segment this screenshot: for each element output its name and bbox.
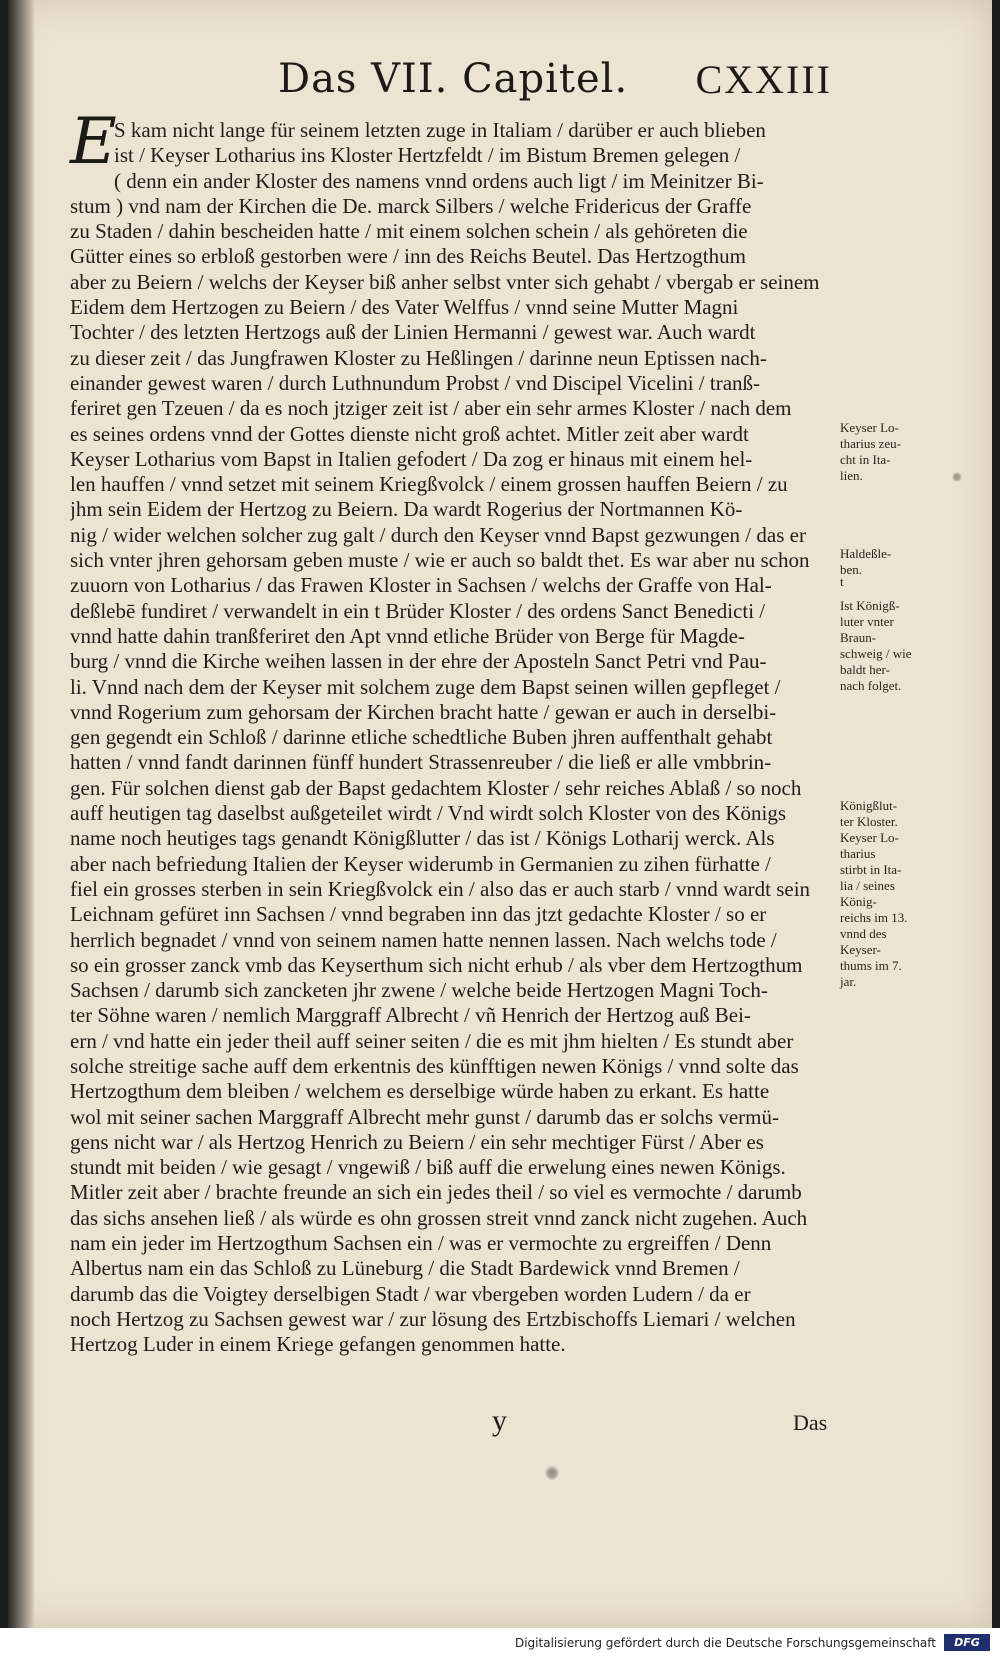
text-line: noch Hertzog zu Sachsen gewest war / zur lösung des Ertzbischoffs Liemari / welchen — [70, 1306, 796, 1331]
signature-mark: y — [492, 1404, 507, 1437]
text-line: ( denn ein ander Kloster des namens vnnd ordens auch ligt / im Meinitzer Bi- — [114, 168, 764, 193]
margin-note-line: baldt her- — [840, 662, 890, 677]
margin-note-line: ben. — [840, 562, 863, 577]
text-line: so ein grosser zanck vmb das Keyserthum sich nicht erhub / als vber dem Hertzogthum — [70, 952, 803, 977]
margin-note-line: Keyser Lo- — [840, 420, 899, 435]
text-line: Gütter eines so erbloß gestorben were / inn des Reichs Beutel. Das Hertzogthum — [70, 244, 746, 269]
text-line: Eidem dem Hertzogen zu Beiern / des Vater Welffus / vnnd seine Mutter Magni — [70, 295, 739, 320]
page-header — [278, 56, 832, 108]
margin-note-line: Braun- — [840, 630, 877, 645]
text-line: Tochter / des letzten Hertzogs auß der Linien Hermanni / gewest war. Auch wardt — [70, 320, 756, 345]
margin-note-line: jar. — [840, 974, 857, 989]
digitization-footer — [0, 1628, 1000, 1657]
text-line: solche streitige sache auff dem erkentnis des künfftigen newen Königs / vnnd solte das — [70, 1053, 799, 1078]
funding-notice: Digitalisierung gefördert durch die Deutsche Forschungsgemeinschaft — [514, 1636, 936, 1650]
folio-number: CXXIII — [695, 57, 832, 102]
catchword: Das — [793, 1410, 828, 1435]
text-line: darumb das die Voigtey derselbigen Stadt / war vbergeben worden Ludern / da er — [70, 1281, 751, 1306]
book-spine-shadow — [8, 0, 34, 1628]
margin-note-line: luter vnter — [840, 614, 894, 629]
margin-note-line: stirbt in Ita- — [840, 862, 902, 877]
margin-note-line: Königßlut- — [840, 798, 898, 813]
margin-note-line: lien. — [840, 468, 863, 483]
margin-note-line: Ist Königß- — [840, 598, 900, 613]
text-line: gen. Für solchen dienst gab der Bapst gedachtem Kloster / sehr reiches Ablaß / so noch — [70, 775, 802, 800]
margin-note-line: Keyser Lo- — [840, 830, 899, 845]
text-line: Albertus nam ein das Schloß zu Lüneburg / die Stadt Bardewick vnnd Bremen / — [70, 1256, 740, 1281]
text-line: S kam nicht lange für seinem letzten zuge in Italiam / darüber er auch blieben — [114, 118, 766, 142]
text-line: deßlebē fundiret / verwandelt in ein t Brüder Kloster / des ordens Sanct Benedicti / — [70, 598, 766, 623]
margin-note-line: t — [840, 574, 844, 589]
text-line: stum ) vnd nam der Kirchen die De. marck Silbers / welche Fridericus der Graffe — [70, 193, 752, 218]
margin-note — [840, 574, 940, 590]
text-line: es seines ordens vnnd der Gottes dienste nicht groß achtet. Mitler zeit aber wardt — [70, 421, 749, 446]
text-line: nam ein jeder im Hertzogthum Sachsen ein / was er vermochte zu ergreiffen / Denn — [70, 1231, 772, 1256]
text-line: Mitler zeit aber / brachte freunde an sich ein jedes theil / so viel es vermochte / darumb — [70, 1180, 802, 1205]
margin-note-line: thums im 7. — [840, 958, 902, 973]
main-text-block — [70, 105, 840, 1358]
text-line: das sichs ansehen ließ / als würde es ohn grossen streit vnnd zanck nicht zugehen. Auch — [70, 1205, 808, 1230]
text-line: gens nicht war / als Hertzog Henrich zu Beiern / ein sehr mechtiger Fürst / Aber es — [70, 1129, 764, 1154]
margin-note-line: schweig / wie — [840, 646, 912, 661]
decorated-initial: E — [70, 105, 117, 179]
text-line: jhm sein Eidem der Hertzog zu Beiern. Da wardt Rogerius der Nortmannen Kö- — [70, 497, 743, 522]
text-line: Sachsen / darumb sich zancketen jhr zwene / welche beide Hertzogen Magni Toch- — [70, 978, 768, 1003]
text-line: Hertzog Luder in einem Kriege gefangen genommen hatte. — [70, 1332, 566, 1357]
text-line: zu Staden / dahin bescheiden hatte / mit einem solchen schein / als gehöreten die — [70, 219, 748, 244]
text-line: herrlich begnadet / vnnd von seinem namen hatte nennen lassen. Nach welchs tode / — [70, 927, 777, 952]
margin-note-line: vnnd des — [840, 926, 887, 941]
margin-note — [840, 598, 940, 694]
text-line: li. Vnnd nach dem der Keyser mit solchem zuge dem Bapst seinen willen gepfleget / — [70, 674, 781, 699]
text-line: burg / vnnd die Kirche weihen lassen in der ehre der Aposteln Sanct Petri vnd Pau- — [70, 649, 767, 674]
chapter-title: Das VII. Capitel. — [278, 56, 629, 102]
text-line: aber nach befriedung Italien der Keyser widerumb in Germanien zu zihen fürhatte / — [70, 851, 771, 876]
dfg-logo: DFG — [944, 1634, 990, 1651]
margin-note-line: lia / seines — [840, 878, 895, 893]
margin-note-line: cht in Ita- — [840, 452, 891, 467]
margin-note-line: Keyser- — [840, 942, 881, 957]
ornament-dot — [545, 1466, 559, 1480]
text-line: ist / Keyser Lotharius ins Kloster Hertzfeldt / im Bistum Bremen gelegen / — [114, 143, 741, 168]
text-line: ern / vnd hatte ein jeder theil auff seiner seiten / die es mit jhm hielten / Es stundt aber — [70, 1028, 794, 1053]
text-line: name noch heutiges tags genandt Königßlutter / das ist / Königs Lotharij werck. Als — [70, 826, 775, 851]
margin-note-line: ter Kloster. — [840, 814, 898, 829]
text-line: wol mit seiner sachen Marggraff Albrecht mehr gunst / darumb das er solchs vermü- — [70, 1104, 779, 1129]
text-line: gen gegendt ein Schloß / darinne etliche schedtliche Buben jhren auffenthalt gehabt — [70, 725, 773, 750]
text-line: Keyser Lotharius vom Bapst in Italien gefodert / Da zog er hinaus mit einem hel- — [70, 446, 753, 471]
text-line: aber zu Beiern / welchs der Keyser biß anher selbst vnter sich gehabt / vbergab er seinem — [70, 269, 820, 294]
margin-note — [840, 420, 940, 484]
margin-note-line: nach folget. — [840, 678, 902, 693]
text-line: stundt mit beiden / wie gesagt / vngewiß / biß auff die erwelung eines newen Königs. — [70, 1155, 786, 1180]
margin-note-line: tharius — [840, 846, 876, 861]
text-line: zu dieser zeit / das Jungfrawen Kloster zu Heßlingen / darinne neun Eptissen nach- — [70, 345, 767, 370]
paper-hole — [952, 472, 962, 482]
text-line: vnnd hatte dahin tranßferiret den Apt vnnd etliche Brüder von Berge für Magde- — [70, 623, 745, 648]
text-line: fiel ein grosses sterben in sein Kriegßvolck ein / also das er auch starb / vnnd wardt sein — [70, 876, 811, 901]
text-line: einander gewest waren / durch Luthnundum Probst / vnd Discipel Vicelini / tranß- — [70, 370, 761, 395]
margin-note-line: reichs im 13. — [840, 910, 908, 925]
text-line: Leichnam gefüret inn Sachsen / vnnd begraben inn das jtzt gedachte Kloster / so er — [70, 902, 767, 927]
text-line: nig / wider welchen solcher zug galt / durch den Keyser vnnd Bapst gezwungen / das er — [70, 522, 806, 547]
text-line: sich vnter jhren gehorsam geben muste / wie er auch so baldt thet. Es war aber nu schon — [70, 548, 810, 573]
text-line: hatten / vnnd fandt darinnen fünff hundert Strassenreuber / die ließ er alle vmbbrin- — [70, 750, 772, 775]
text-line: auff heutigen tag daselbst außgeteilet wirdt / Vnd wirdt solch Kloster von des Königs — [70, 801, 787, 826]
book-page — [8, 0, 992, 1628]
text-line: zuuorn von Lotharius / das Frawen Kloster in Sachsen / welchs der Graffe von Hal- — [70, 573, 772, 598]
margin-note — [840, 798, 940, 990]
margin-note-line: Haldeßle- — [840, 546, 892, 561]
text-line: feriret gen Tzeuen / da es noch jtziger zeit ist / aber ein sehr armes Kloster / nach dem — [70, 396, 792, 421]
text-line: len hauffen / vnnd setzet mit seinem Kriegßvolck / einem grossen hauffen Beiern / zu — [70, 472, 788, 497]
margin-note-line: tharius zeu- — [840, 436, 902, 451]
text-line: vnnd Rogerium zum gehorsam der Kirchen bracht hatte / gewan er auch in derselbi- — [70, 699, 777, 724]
text-line: ter Söhne waren / nemlich Marggraff Albrecht / vñ Henrich der Hertzog auß Bei- — [70, 1003, 751, 1028]
text-line: Hertzogthum dem bleiben / welchem es derselbige würde haben zu erkant. Es hatte — [70, 1079, 770, 1104]
margin-note-line: König- — [840, 894, 877, 909]
